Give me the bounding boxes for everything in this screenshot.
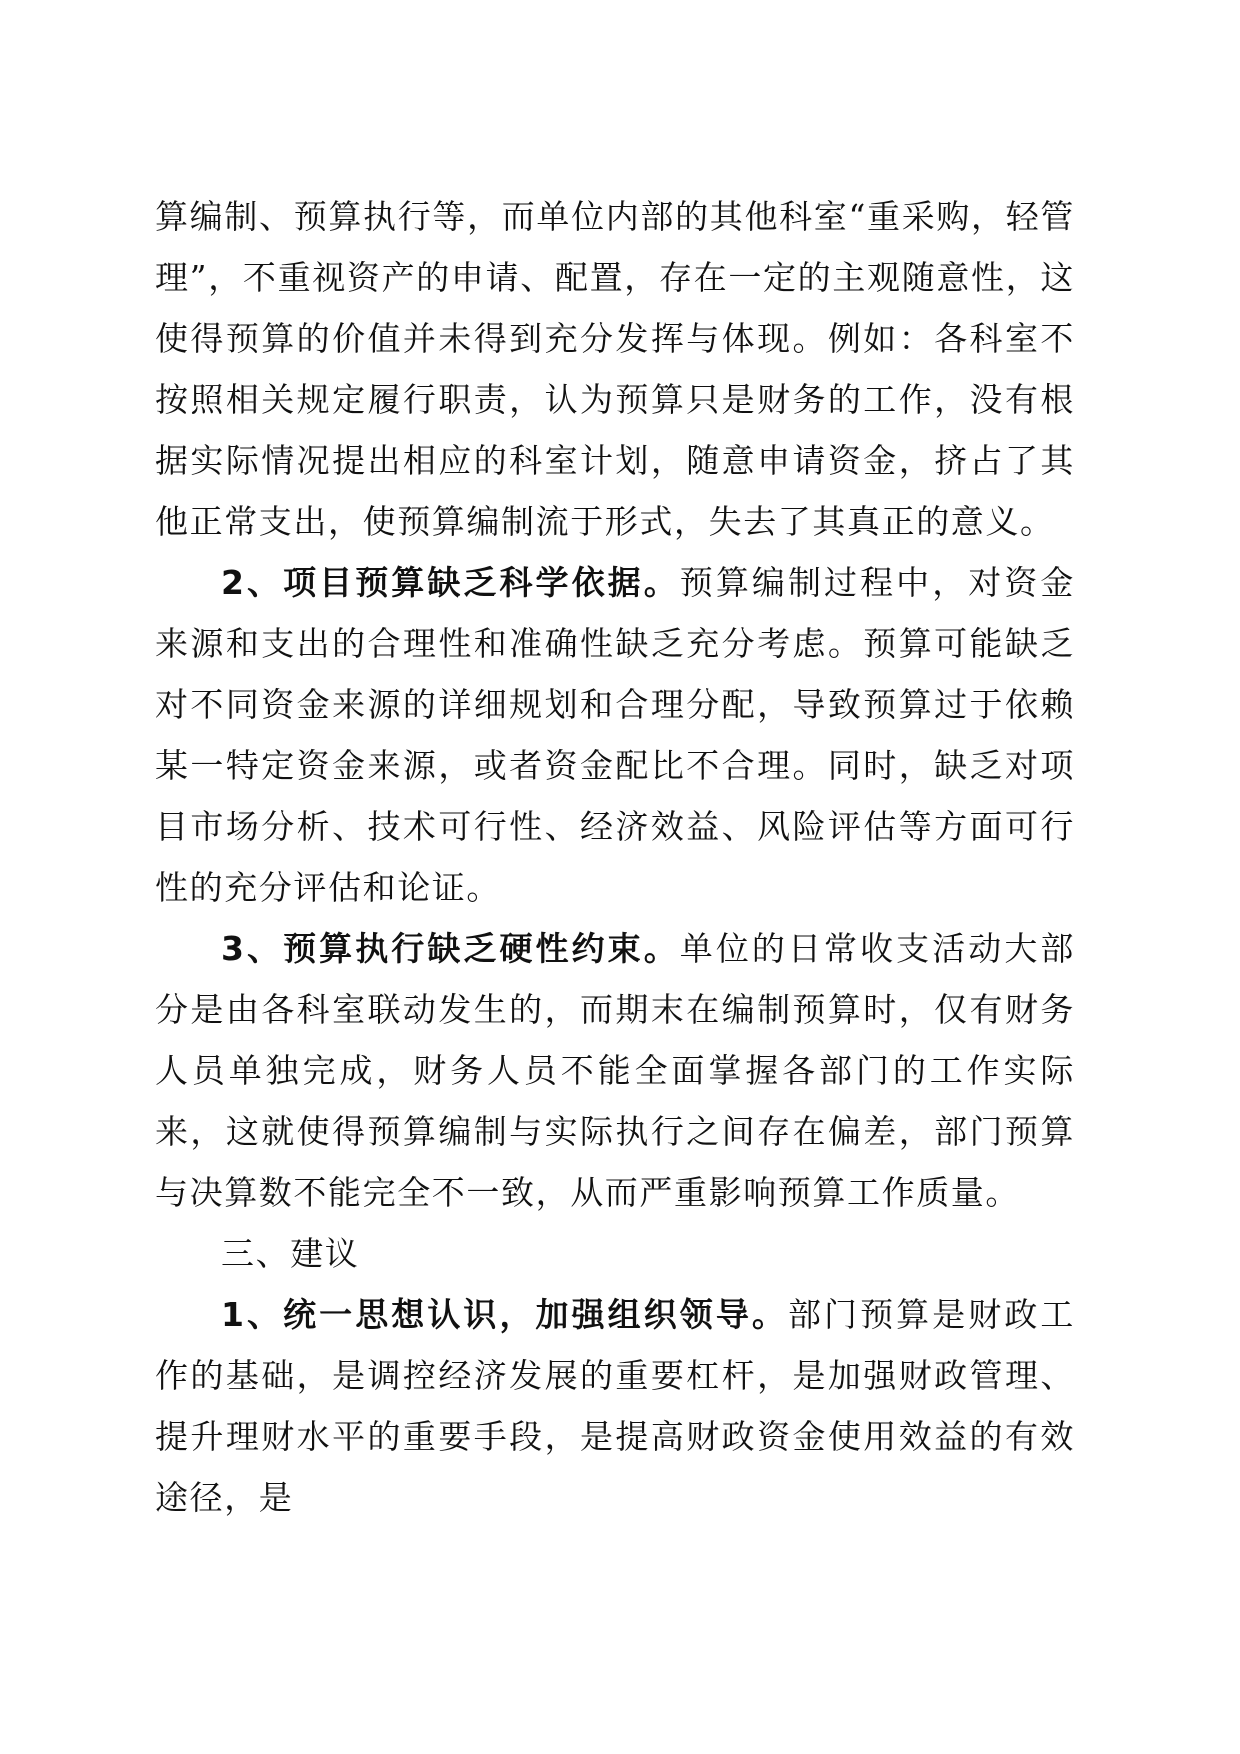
section-title: 三、建议 [221,1234,360,1273]
point-heading: 1、统一思想认识，加强组织领导。 [221,1295,788,1334]
paragraph-text: 单位的日常收支活动大部分是由各科室联动发生的，而期末在编制预算时，仅有财务人员单独完成，财务人员不能全面掌握各部门的工作实际来，这就使得预算编制与实际执行之间存在偏差，部门预算与决算数不能完全不一致，从而严重影响预算工作质量。 [155,929,1076,1212]
paragraph-text: 算编制、预算执行等，而单位内部的其他科室“重采购，轻管理”，不重视资产的申请、配置，存在一定的主观随意性，这使得预算的价值并未得到充分发挥与体现。例如：各科室不按照相关规定履行职责，认为预算只是财务的工作，没有根据实际情况提出相应的科室计划，随意申请资金，挤占了其他正常支出，使预算编制流于形式，失去了其真正的意义。 [155,197,1075,541]
paragraph-suggestion-1 [155,1284,1075,1528]
document-body [155,186,1075,1528]
paragraph-point-3 [155,918,1075,1223]
paragraph-text: 部门预算是财政工作的基础，是调控经济发展的重要杠杆，是加强财政管理、提升理财水平的重要手段，是提高财政资金使用效益的有效途径，是 [155,1295,1075,1517]
paragraph-continuation [155,186,1075,552]
paragraph-point-2 [155,552,1075,918]
paragraph-text: 预算编制过程中，对资金来源和支出的合理性和准确性缺乏充分考虑。预算可能缺乏对不同资金来源的详细规划和合理分配，导致预算过于依赖某一特定资金来源，或者资金配比不合理。同时，缺乏对项目市场分析、技术可行性、经济效益、风险评估等方面可行性的充分评估和论证。 [155,563,1076,907]
point-heading: 2、项目预算缺乏科学依据。 [221,563,680,602]
point-heading: 3、预算执行缺乏硬性约束。 [221,929,680,968]
section-heading [155,1223,1075,1284]
